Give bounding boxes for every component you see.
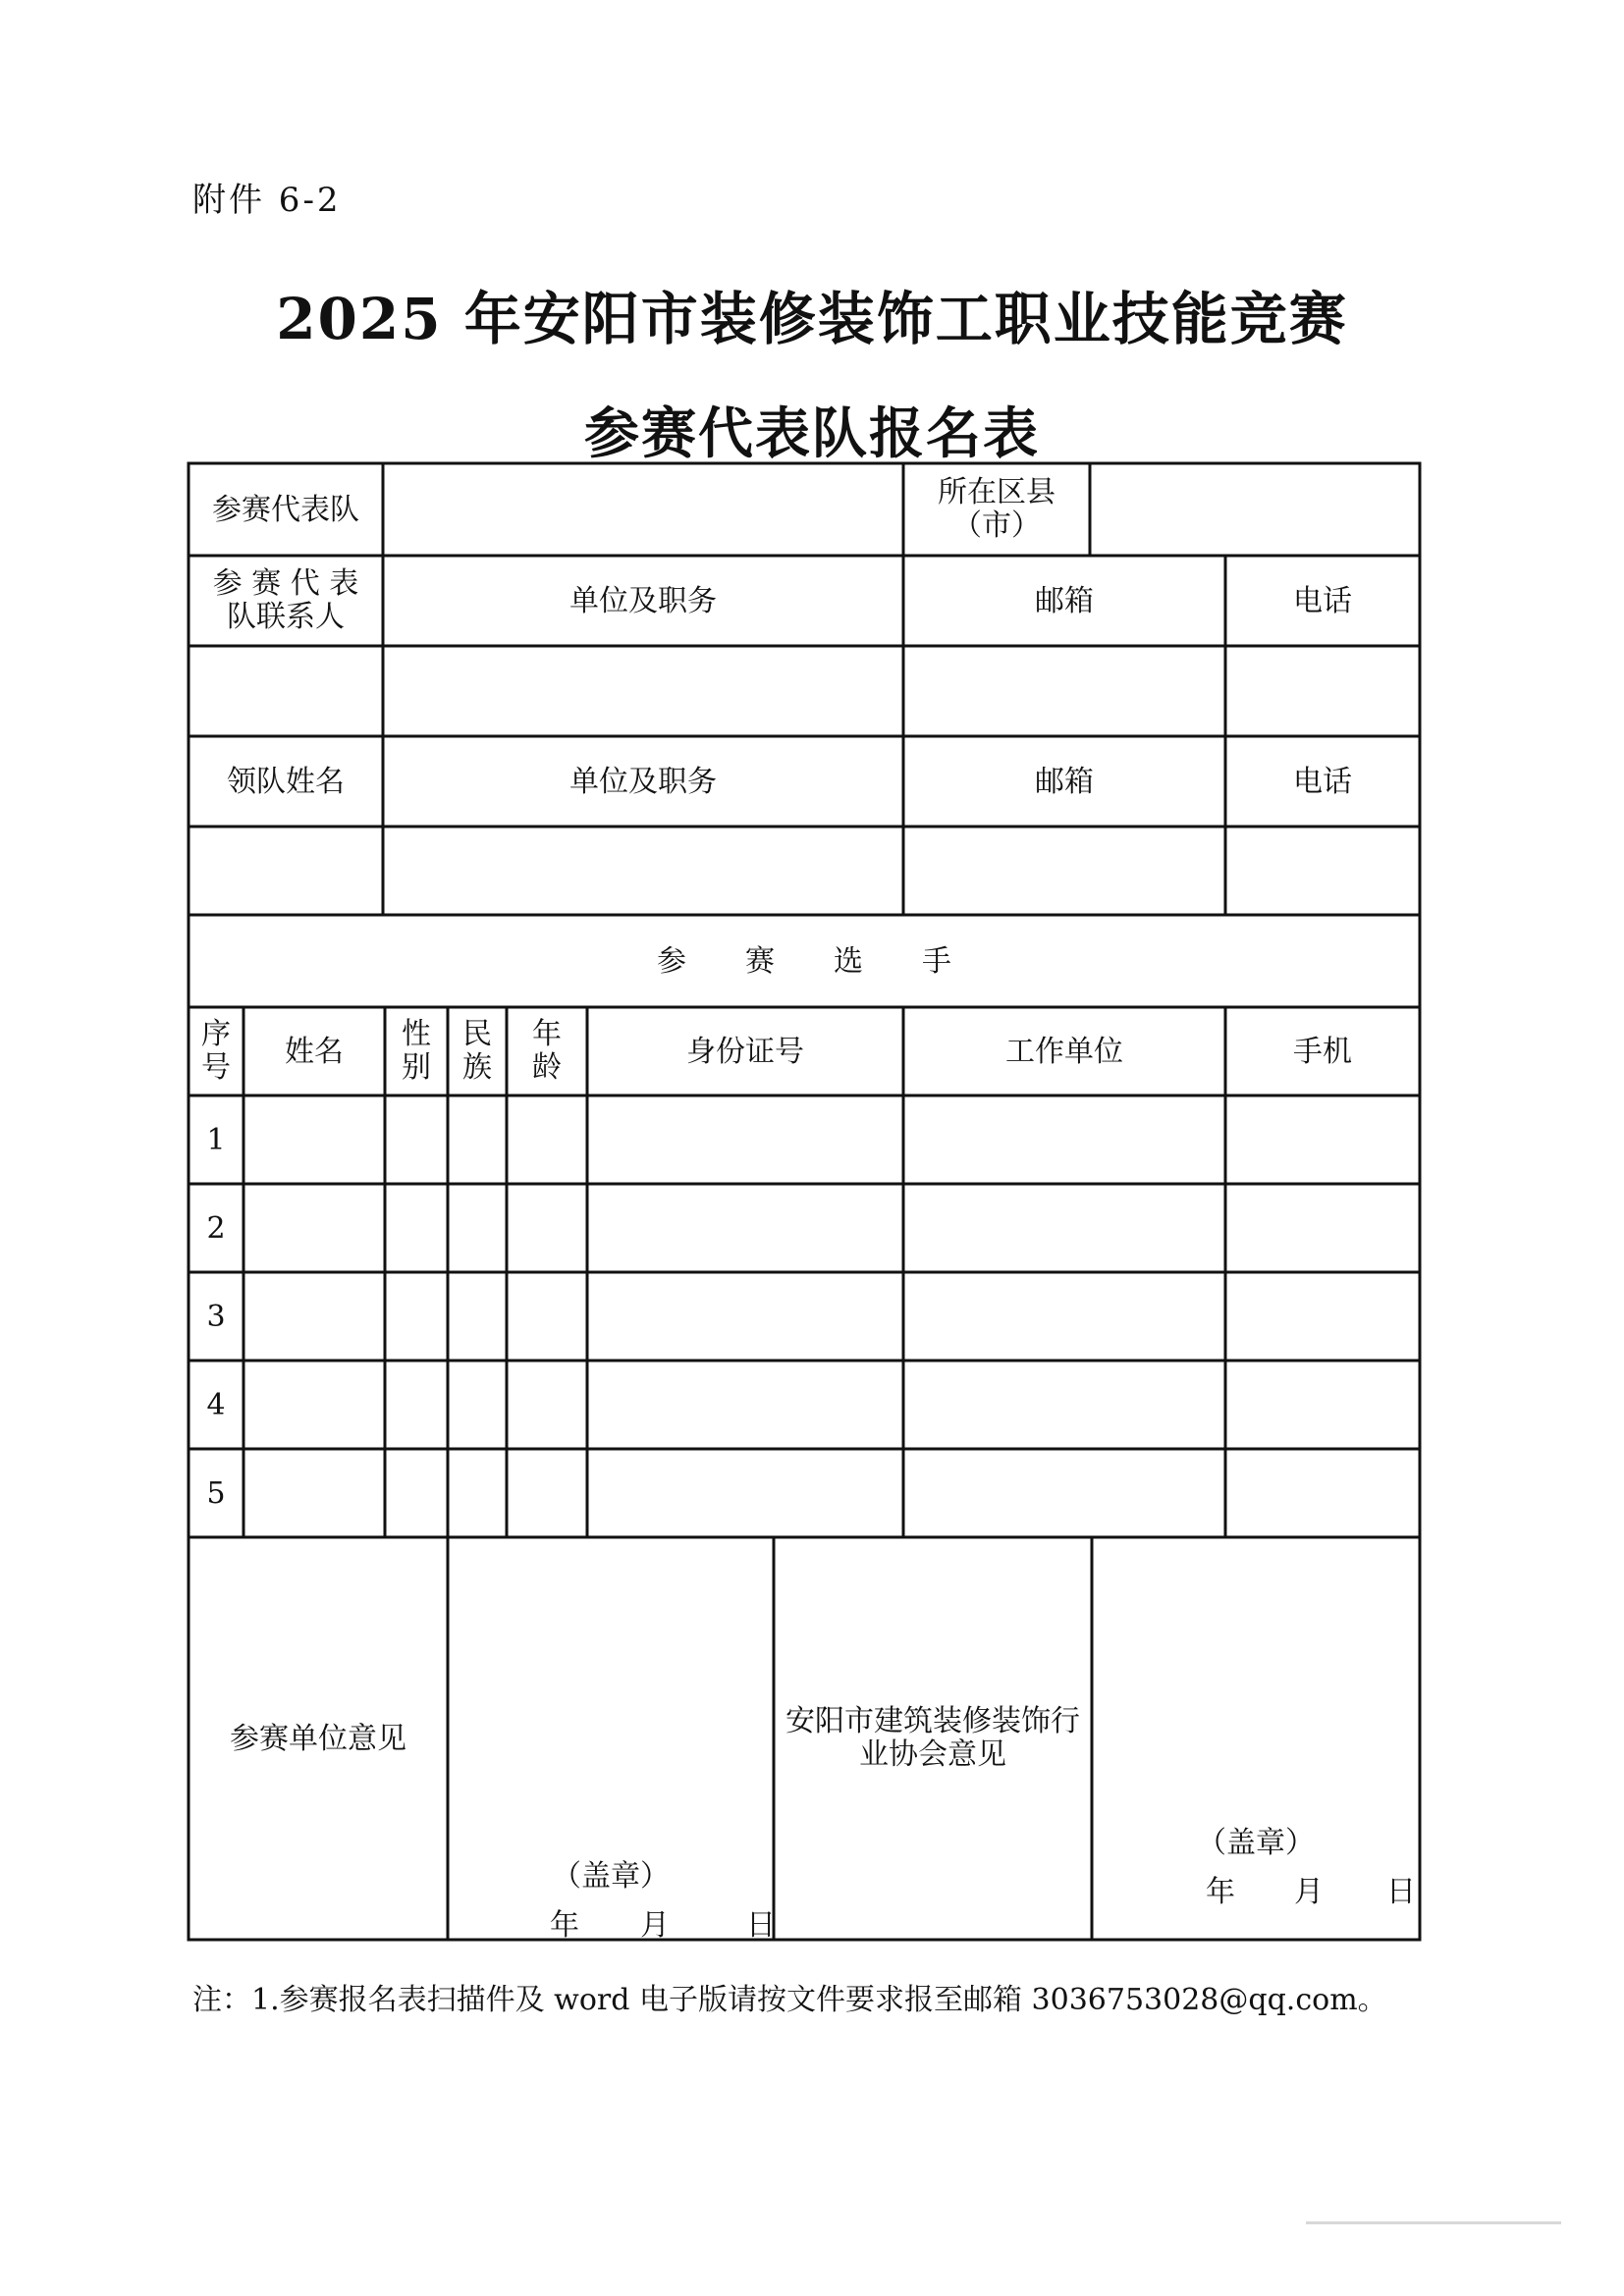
seq-header-2: 号 [201,1050,231,1085]
unit-day-label: 日 [746,1908,776,1943]
seq-header [189,1007,244,1095]
mobile-header: 手机 [1293,1034,1352,1069]
unit-stamp-label: （盖章） [552,1859,670,1894]
contact-unit-header: 单位及职务 [569,583,717,618]
seq-header-1: 序 [201,1016,231,1051]
ethnic-header-2: 族 [462,1050,492,1085]
age-header-1: 年 [532,1016,562,1051]
association-opinion-label [774,1537,1092,1940]
age-header [507,1007,587,1095]
contact-email-header: 邮箱 [1035,583,1094,618]
contact-label [189,556,383,646]
attachment-label: 附件 6-2 [192,181,342,220]
unit-year-label: 年 [550,1908,579,1943]
district-label-line1: 所在区县 [938,474,1056,509]
association-day-label: 日 [1386,1875,1416,1909]
contact-email-field[interactable] [903,646,1225,736]
ethnic-header-1: 民 [462,1016,492,1051]
leader-name-field[interactable] [189,827,383,915]
district-label [903,463,1090,556]
leader-email-field[interactable] [903,827,1225,915]
leader-email-header: 邮箱 [1035,764,1094,799]
association-opinion-line1: 安阳市建筑装修装饰行 [785,1703,1080,1738]
gender-header-2: 别 [402,1050,431,1085]
association-opinion-line2: 业协会意见 [859,1737,1006,1772]
row-number: 2 [206,1210,226,1246]
team-label: 参赛代表队 [212,492,359,527]
footnote: 注：1.参赛报名表扫描件及 word 电子版请按文件要求报至邮箱 3036753028@qq.com。 [192,1983,1387,2017]
district-field[interactable] [1090,463,1420,556]
leader-unit-field[interactable] [383,827,903,915]
association-stamp-label: （盖章） [1197,1826,1315,1860]
age-header-2: 龄 [532,1050,562,1085]
unit-opinion-label: 参赛单位意见 [230,1721,406,1756]
contact-label-line2: 队联系人 [227,600,345,634]
contact-name-field[interactable] [189,646,383,736]
leader-label: 领队姓名 [227,764,345,799]
contact-phone-header: 电话 [1293,583,1352,618]
row-number: 5 [206,1475,226,1511]
contact-phone-field[interactable] [1225,646,1420,736]
district-label-line2: （市） [952,508,1041,543]
gender-header [385,1007,448,1095]
row-number: 3 [206,1299,226,1334]
contact-label-line1: 参 赛 代 表 [212,565,359,601]
name-header: 姓名 [285,1034,344,1069]
workplace-header: 工作单位 [1005,1034,1123,1069]
contact-unit-field[interactable] [383,646,903,736]
association-year-label: 年 [1206,1875,1235,1909]
contestants-section-label: 参赛选手 [657,943,1010,979]
form-title: 2025 年安阳市装修装饰工职业技能竞赛 [276,286,1348,352]
row-number: 1 [206,1122,226,1157]
leader-phone-header: 电话 [1293,764,1352,799]
leader-unit-header: 单位及职务 [569,764,717,799]
form-subtitle: 参赛代表队报名表 [584,401,1040,466]
gender-header-1: 性 [402,1016,431,1051]
ethnic-header [448,1007,507,1095]
association-month-label: 月 [1294,1875,1324,1909]
row-number: 4 [206,1387,226,1422]
leader-phone-field[interactable] [1225,827,1420,915]
id-number-header: 身份证号 [686,1034,804,1069]
unit-month-label: 月 [640,1908,670,1943]
scan-artifact-line [1306,2221,1561,2224]
team-name-field[interactable] [383,463,903,556]
